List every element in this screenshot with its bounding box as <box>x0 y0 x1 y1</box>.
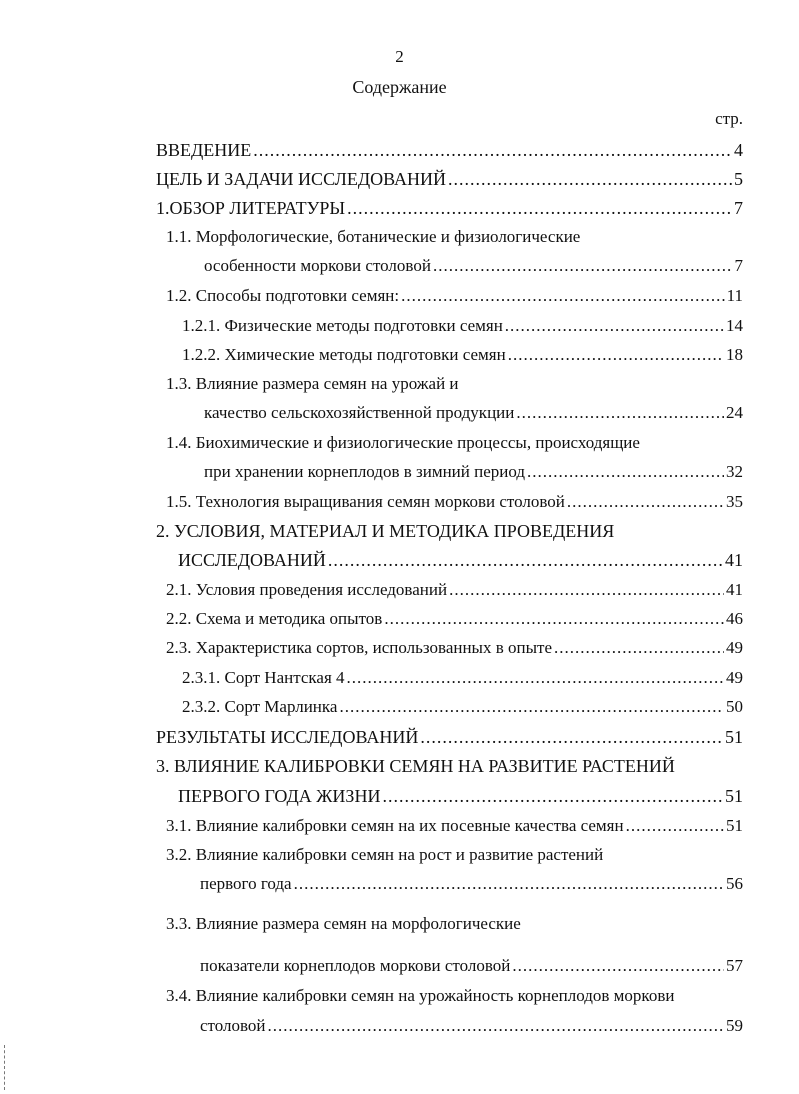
toc-entry-first-line: 3.2. Влияние калибровки семян на рост и развитие растений <box>166 845 604 864</box>
toc-entry <box>166 577 743 603</box>
toc-entry-page: 35 <box>726 492 743 511</box>
toc-leader-dots <box>626 813 724 839</box>
toc-entry <box>178 547 743 573</box>
toc-entry-page: 49 <box>726 668 743 687</box>
toc-entry-page: 32 <box>726 462 743 481</box>
toc-entry-title: 1.ОБЗОР ЛИТЕРАТУРЫ <box>156 198 346 218</box>
toc-entry <box>156 195 743 221</box>
toc-entry-title: столовой <box>200 1016 266 1035</box>
toc-entry-page: 24 <box>726 403 743 422</box>
toc-entry <box>200 1013 743 1039</box>
toc-leader-dots <box>328 547 723 573</box>
toc-leader-dots <box>347 195 732 221</box>
toc-entry-page: 14 <box>726 316 743 335</box>
toc-entry-page: 18 <box>726 345 743 364</box>
toc-entry-title: 1.2. Способы подготовки семян: <box>166 286 400 305</box>
toc-entry-title: 1.2.2. Химические методы подготовки семян <box>182 345 506 364</box>
toc-entry-page: 41 <box>725 550 743 570</box>
toc-leader-dots <box>516 400 724 426</box>
toc-entry-page: 41 <box>726 580 743 599</box>
toc-entry-first-line: 2. УСЛОВИЯ, МАТЕРИАЛ И МЕТОДИКА ПРОВЕДЕНИЯ <box>156 521 615 541</box>
toc-entry-page: 51 <box>725 727 743 747</box>
toc-leader-dots <box>347 665 724 691</box>
toc-leader-dots <box>268 1013 724 1039</box>
toc-entry-page: 50 <box>726 697 743 716</box>
toc-leader-dots <box>433 253 733 279</box>
toc-entry <box>156 724 743 750</box>
toc-entry-title: 2.3.1. Сорт Нантская 4 <box>182 668 345 687</box>
toc-entry-page: 49 <box>726 638 743 657</box>
toc-leader-dots <box>339 694 724 720</box>
toc-entry <box>182 342 743 368</box>
toc-leader-dots <box>449 577 724 603</box>
toc-entry-first-line: 3.4. Влияние калибровки семян на урожайность корнеплодов моркови <box>166 986 675 1005</box>
toc-entry <box>156 137 743 163</box>
toc-entry <box>166 813 743 839</box>
toc-leader-dots <box>401 283 725 309</box>
toc-entry-first-line: 1.3. Влияние размера семян на урожай и <box>166 374 459 393</box>
toc-entry-title: особенности моркови столовой <box>204 256 431 275</box>
toc-entry <box>156 166 743 192</box>
toc-leader-dots <box>420 724 723 750</box>
toc-entry-title: 1.2.1. Физические методы подготовки семян <box>182 316 503 335</box>
toc-leader-dots <box>382 783 723 809</box>
toc-entry <box>166 635 743 661</box>
toc-leader-dots <box>448 166 732 192</box>
toc-entry-first-line: 1.1. Морфологические, ботанические и физиологические <box>166 227 581 246</box>
toc-entry-title: первого года <box>200 874 292 893</box>
toc-entry <box>204 253 743 279</box>
toc-entry-page: 59 <box>726 1016 743 1035</box>
toc-entry-title: 2.3. Характеристика сортов, использованных в опыте <box>166 638 553 657</box>
toc-entry <box>204 400 743 426</box>
toc-entry-title: 2.2. Схема и методика опытов <box>166 609 383 628</box>
toc-entry-page: 5 <box>734 169 743 189</box>
toc-entry-page: 56 <box>726 874 743 893</box>
toc-entry <box>166 283 743 309</box>
page-number: 2 <box>395 47 404 66</box>
toc-leader-dots <box>253 137 732 163</box>
toc-entry-title: ИССЛЕДОВАНИЙ <box>178 550 326 570</box>
toc-entry <box>178 783 743 809</box>
toc-leader-dots <box>508 342 724 368</box>
toc-entry-page: 11 <box>726 286 743 305</box>
toc-entry-page: 7 <box>734 198 743 218</box>
toc-entry-first-line: 1.4. Биохимические и физиологические процессы, происходящие <box>166 433 640 452</box>
toc-entry-page: 51 <box>725 786 743 806</box>
page-column-header: стр. <box>715 109 743 128</box>
toc-entry-page: 4 <box>734 140 743 160</box>
toc-entry-title: качество сельскохозяйственной продукции <box>204 403 515 422</box>
toc-entry-first-line: 3.3. Влияние размера семян на морфологические <box>166 914 521 933</box>
toc-leader-dots <box>554 635 724 661</box>
toc-entry-title: при хранении корнеплодов в зимний период <box>204 462 526 481</box>
toc-entry-first-line: 3. ВЛИЯНИЕ КАЛИБРОВКИ СЕМЯН НА РАЗВИТИЕ РАСТЕНИЙ <box>156 756 675 776</box>
toc-entry-page: 57 <box>726 956 743 975</box>
toc-entry <box>166 489 743 515</box>
toc-entry-title: ЦЕЛЬ И ЗАДАЧИ ИССЛЕДОВАНИЙ <box>156 169 446 189</box>
toc-entry-title: РЕЗУЛЬТАТЫ ИССЛЕДОВАНИЙ <box>156 727 419 747</box>
toc-entry <box>182 313 743 339</box>
toc-entry <box>200 871 743 897</box>
toc-leader-dots <box>505 313 724 339</box>
page-title: Содержание <box>352 77 447 97</box>
toc-leader-dots <box>527 459 724 485</box>
toc-entry-title: ПЕРВОГО ГОДА ЖИЗНИ <box>178 786 381 806</box>
toc-entry <box>182 665 743 691</box>
toc-entry-title: 1.5. Технология выращивания семян моркови столовой <box>166 492 565 511</box>
toc-entry <box>166 606 743 632</box>
toc-entry <box>200 953 743 979</box>
toc-entry-page: 51 <box>726 816 743 835</box>
toc-leader-dots <box>384 606 724 632</box>
toc-entry-title: 2.3.2. Сорт Марлинка <box>182 697 338 716</box>
toc-entry <box>204 459 743 485</box>
toc-entry-title: 2.1. Условия проведения исследований <box>166 580 448 599</box>
toc-leader-dots <box>512 953 724 979</box>
scan-edge-mark <box>4 1045 6 1090</box>
toc-leader-dots <box>567 489 724 515</box>
toc-entry <box>182 694 743 720</box>
toc-entry-title: ВВЕДЕНИЕ <box>156 140 252 160</box>
toc-entry-page: 7 <box>734 256 743 275</box>
toc-entry-title: 3.1. Влияние калибровки семян на их посевные качества семян <box>166 816 624 835</box>
toc-entry-title: показатели корнеплодов моркови столовой <box>200 956 511 975</box>
toc-leader-dots <box>294 871 724 897</box>
toc-entry-page: 46 <box>726 609 743 628</box>
